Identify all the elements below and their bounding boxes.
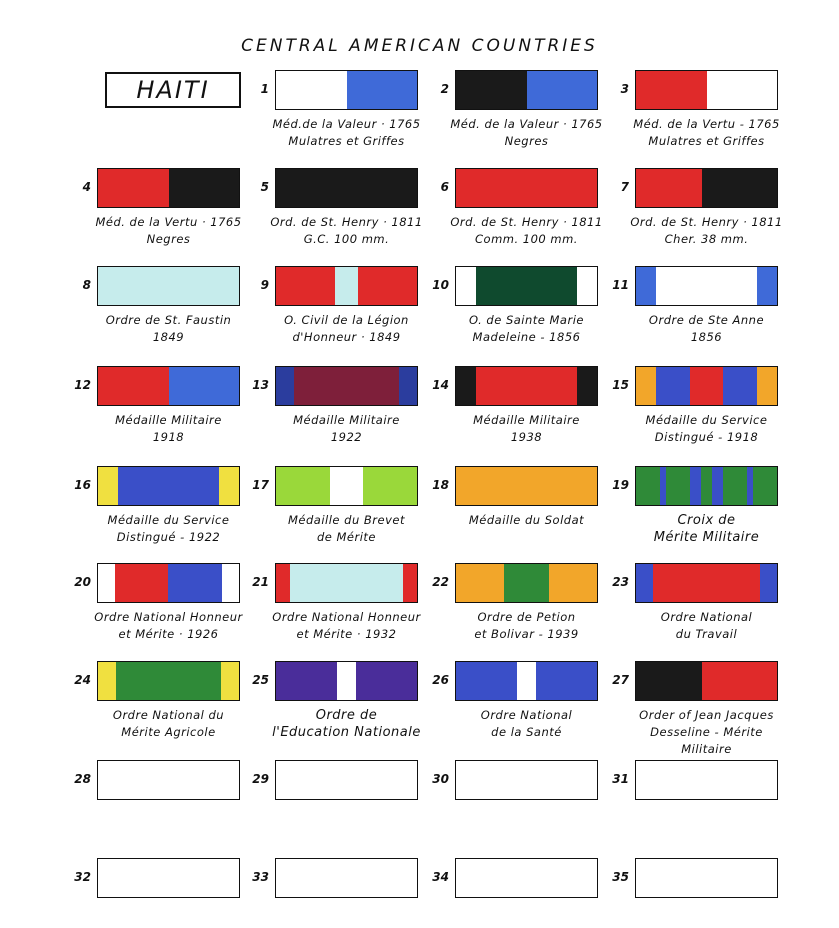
ribbon-swatch-14: [455, 366, 598, 406]
ribbon-swatch-31: [635, 760, 778, 800]
caption-line: Distingué - 1922: [116, 530, 221, 544]
caption-line: O. Civil de la Légion: [284, 313, 409, 327]
ribbon-stripe: [723, 467, 747, 505]
caption-line: Order of Jean Jacques: [639, 708, 774, 722]
caption-line: Distingué - 1918: [654, 430, 759, 444]
ribbon-swatch-11: [635, 266, 778, 306]
ribbon-number: 13: [252, 378, 269, 392]
ribbon-stripe: [636, 367, 656, 405]
ribbon-swatch-10: [455, 266, 598, 306]
ribbon-caption: [437, 214, 617, 248]
ribbon-caption: [617, 707, 797, 758]
caption-line: O. de Sainte Marie: [469, 313, 584, 327]
ribbon-caption: [437, 707, 617, 741]
ribbon-stripe: [358, 267, 417, 305]
ribbon-stripe: [337, 662, 357, 700]
ribbon-swatch-34: [455, 858, 598, 898]
ribbon-swatch-25: [275, 661, 418, 701]
ribbon-number: 34: [432, 870, 449, 884]
ribbon-stripe: [712, 467, 723, 505]
ribbon-stripe: [753, 467, 777, 505]
ribbon-stripe: [656, 367, 690, 405]
caption-line: Ord. de St. Henry · 1811: [270, 215, 423, 229]
ribbon-swatch-15: [635, 366, 778, 406]
ribbon-number: 33: [252, 870, 269, 884]
caption-line: Desseline - Mérite: [650, 725, 763, 739]
ribbon-caption: [257, 609, 437, 643]
ribbon-caption: [79, 312, 259, 346]
caption-line: Ordre de Ste Anne: [648, 313, 765, 327]
ribbon-stripe: [294, 367, 398, 405]
ribbon-stripe: [276, 367, 294, 405]
caption-line: 1918: [152, 430, 185, 444]
caption-line: de Mérite: [316, 530, 377, 544]
caption-line: Médaille du Brevet: [288, 513, 405, 527]
ribbon-stripe: [690, 467, 701, 505]
ribbon-stripe: [653, 564, 760, 602]
ribbon-swatch-33: [275, 858, 418, 898]
ribbon-stripe: [456, 564, 504, 602]
ribbon-caption: [257, 312, 437, 346]
ribbon-stripe: [760, 564, 777, 602]
ribbon-stripe: [276, 267, 335, 305]
ribbon-stripe: [276, 169, 417, 207]
caption-line: du Travail: [675, 627, 738, 641]
ribbon-caption: [617, 412, 797, 446]
ribbon-stripe: [656, 267, 758, 305]
ribbon-stripe: [98, 564, 115, 602]
ribbon-stripe: [347, 71, 418, 109]
ribbon-stripe: [636, 467, 660, 505]
caption-line: Mérite Agricole: [121, 725, 216, 739]
ribbon-caption: [437, 609, 617, 643]
caption-line: Ordre National: [480, 708, 573, 722]
ribbon-stripe: [290, 564, 403, 602]
ribbon-stripe: [702, 662, 777, 700]
ribbon-stripe: [363, 467, 417, 505]
ribbon-stripe: [98, 169, 169, 207]
caption-line: Médaille Militaire: [293, 413, 400, 427]
ribbon-stripe: [666, 467, 690, 505]
caption-line: Croix de: [677, 513, 736, 528]
ribbon-stripe: [456, 169, 597, 207]
ribbon-swatch-32: [97, 858, 240, 898]
caption-line: Ordre National Honneur: [94, 610, 243, 624]
caption-line: Ord. de St. Henry · 1811: [630, 215, 783, 229]
ribbon-stripe: [169, 169, 240, 207]
ribbon-stripe: [577, 367, 597, 405]
ribbon-number: 4: [82, 180, 91, 194]
ribbon-stripe: [723, 367, 757, 405]
ribbon-stripe: [690, 367, 724, 405]
ribbon-stripe: [219, 467, 239, 505]
ribbon-stripe: [702, 169, 777, 207]
ribbon-stripe: [399, 367, 417, 405]
caption-line: Ordre National: [660, 610, 753, 624]
ribbon-number: 23: [612, 575, 629, 589]
ribbon-number: 5: [260, 180, 269, 194]
ribbon-swatch-19: [635, 466, 778, 506]
ribbon-caption: [617, 116, 797, 150]
ribbon-stripe: [276, 71, 347, 109]
ribbon-number: 27: [612, 673, 629, 687]
caption-line: Ordre National Honneur: [272, 610, 421, 624]
ribbon-number: 16: [74, 478, 91, 492]
ribbon-caption: [617, 512, 797, 546]
ribbon-stripe: [707, 71, 778, 109]
caption-line: Médaille Militaire: [115, 413, 222, 427]
ribbon-stripe: [403, 564, 417, 602]
ribbon-swatch-27: [635, 661, 778, 701]
ribbon-stripe: [168, 564, 222, 602]
ribbon-stripe: [757, 267, 777, 305]
caption-line: Madeleine - 1856: [472, 330, 581, 344]
ribbon-swatch-1: [275, 70, 418, 110]
caption-line: Ordre de: [315, 708, 378, 723]
ribbon-swatch-24: [97, 661, 240, 701]
caption-line: Comm. 100 mm.: [475, 232, 578, 246]
ribbon-swatch-12: [97, 366, 240, 406]
ribbon-caption: [617, 214, 797, 248]
ribbon-stripe: [527, 71, 598, 109]
ribbon-stripe: [276, 467, 330, 505]
ribbon-stripe: [98, 662, 116, 700]
caption-line: d'Honneur · 1849: [292, 330, 401, 344]
caption-line: Médaille du Service: [107, 513, 230, 527]
ribbon-caption: [437, 512, 617, 529]
ribbon-stripe: [701, 467, 712, 505]
ribbon-number: 19: [612, 478, 629, 492]
ribbon-stripe: [536, 662, 597, 700]
caption-line: Médaille du Soldat: [468, 513, 585, 527]
caption-line: Méd. de la Vertu - 1765: [633, 117, 780, 131]
ribbon-swatch-18: [455, 466, 598, 506]
caption-line: et Mérite · 1926: [118, 627, 219, 641]
caption-line: Médaille Militaire: [473, 413, 580, 427]
ribbon-stripe: [118, 467, 220, 505]
ribbon-caption: [437, 116, 617, 150]
ribbon-swatch-13: [275, 366, 418, 406]
ribbon-number: 17: [252, 478, 269, 492]
ribbon-number: 9: [260, 278, 269, 292]
ribbon-caption: [257, 214, 437, 248]
caption-line: et Mérite · 1932: [296, 627, 397, 641]
caption-line: Ordre National du: [112, 708, 225, 722]
ribbon-caption: [79, 512, 259, 546]
ribbon-stripe: [636, 564, 653, 602]
ribbon-number: 7: [620, 180, 629, 194]
caption-line: Cher. 38 mm.: [664, 232, 749, 246]
ribbon-swatch-21: [275, 563, 418, 603]
ribbon-swatch-26: [455, 661, 598, 701]
ribbon-number: 24: [74, 673, 91, 687]
page-title: CENTRAL AMERICAN COUNTRIES: [241, 36, 598, 56]
ribbon-stripe: [356, 662, 417, 700]
ribbon-caption: [79, 214, 259, 248]
ribbon-stripe: [456, 467, 597, 505]
ribbon-stripe: [116, 662, 220, 700]
ribbon-stripe: [636, 169, 702, 207]
ribbon-number: 15: [612, 378, 629, 392]
ribbon-caption: [257, 412, 437, 446]
caption-line: et Bolivar - 1939: [474, 627, 579, 641]
caption-line: G.C. 100 mm.: [303, 232, 390, 246]
ribbon-swatch-35: [635, 858, 778, 898]
ribbon-stripe: [517, 662, 537, 700]
ribbon-caption: [617, 609, 797, 643]
ribbon-swatch-3: [635, 70, 778, 110]
ribbon-number: 20: [74, 575, 91, 589]
ribbon-swatch-30: [455, 760, 598, 800]
caption-line: l'Education Nationale: [272, 725, 421, 740]
ribbon-stripe: [636, 71, 707, 109]
ribbon-caption: [617, 312, 797, 346]
ribbon-stripe: [98, 367, 169, 405]
ribbon-stripe: [636, 267, 656, 305]
ribbon-number: 32: [74, 870, 91, 884]
ribbon-stripe: [115, 564, 169, 602]
caption-line: Ordre de St. Faustin: [105, 313, 232, 327]
caption-line: Ord. de St. Henry · 1811: [450, 215, 603, 229]
ribbon-number: 35: [612, 870, 629, 884]
caption-line: Mulatres et Griffes: [648, 134, 765, 148]
ribbon-swatch-5: [275, 168, 418, 208]
caption-line: 1938: [510, 430, 543, 444]
ribbon-stripe: [330, 467, 364, 505]
caption-line: 1856: [690, 330, 723, 344]
caption-line: 1849: [152, 330, 185, 344]
ribbon-stripe: [276, 564, 290, 602]
caption-line: Mulatres et Griffes: [288, 134, 405, 148]
ribbon-stripe: [222, 564, 239, 602]
ribbon-number: 8: [82, 278, 91, 292]
ribbon-caption: [437, 412, 617, 446]
ribbon-swatch-23: [635, 563, 778, 603]
country-label-box: [105, 72, 241, 108]
ribbon-caption: [257, 512, 437, 546]
ribbon-number: 29: [252, 772, 269, 786]
ribbon-stripe: [169, 367, 240, 405]
caption-line: 1922: [330, 430, 363, 444]
ribbon-caption: [79, 412, 259, 446]
ribbon-caption: [79, 707, 259, 741]
ribbon-number: 6: [440, 180, 449, 194]
ribbon-swatch-7: [635, 168, 778, 208]
ribbon-number: 28: [74, 772, 91, 786]
caption-line: Méd. de la Valeur · 1765: [450, 117, 603, 131]
caption-line: Negres: [504, 134, 549, 148]
ribbon-number: 11: [612, 278, 629, 292]
ribbon-swatch-4: [97, 168, 240, 208]
ribbon-number: 1: [260, 82, 269, 96]
ribbon-stripe: [456, 662, 517, 700]
caption-line: Méd. de la Vertu · 1765: [95, 215, 242, 229]
ribbon-swatch-8: [97, 266, 240, 306]
ribbon-number: 31: [612, 772, 629, 786]
ribbon-number: 22: [432, 575, 449, 589]
ribbon-caption: [257, 707, 437, 741]
ribbon-stripe: [456, 71, 527, 109]
ribbon-stripe: [335, 267, 358, 305]
ribbon-stripe: [456, 267, 476, 305]
caption-line: Negres: [146, 232, 191, 246]
caption-line: Mérite Militaire: [653, 530, 760, 545]
ribbon-swatch-9: [275, 266, 418, 306]
ribbon-swatch-6: [455, 168, 598, 208]
caption-line: Méd.de la Valeur · 1765: [272, 117, 421, 131]
ribbon-stripe: [577, 267, 597, 305]
ribbon-number: 26: [432, 673, 449, 687]
ribbon-caption: [79, 609, 259, 643]
ribbon-stripe: [636, 662, 702, 700]
ribbon-stripe: [221, 662, 239, 700]
ribbon-swatch-22: [455, 563, 598, 603]
ribbon-number: 21: [252, 575, 269, 589]
ribbon-number: 3: [620, 82, 629, 96]
ribbon-swatch-29: [275, 760, 418, 800]
ribbon-number: 2: [440, 82, 449, 96]
ribbon-swatch-17: [275, 466, 418, 506]
ribbon-stripe: [98, 267, 239, 305]
ribbon-swatch-2: [455, 70, 598, 110]
ribbon-stripe: [757, 367, 777, 405]
ribbon-number: 14: [432, 378, 449, 392]
caption-line: Militaire: [681, 742, 732, 756]
ribbon-swatch-28: [97, 760, 240, 800]
ribbon-swatch-20: [97, 563, 240, 603]
ribbon-stripe: [276, 662, 337, 700]
ribbon-stripe: [504, 564, 549, 602]
ribbon-stripe: [476, 367, 578, 405]
ribbon-stripe: [476, 267, 578, 305]
caption-line: Médaille du Service: [645, 413, 768, 427]
caption-line: Ordre de Petion: [477, 610, 576, 624]
ribbon-number: 18: [432, 478, 449, 492]
ribbon-stripe: [456, 367, 476, 405]
ribbon-number: 30: [432, 772, 449, 786]
ribbon-number: 25: [252, 673, 269, 687]
ribbon-stripe: [98, 467, 118, 505]
ribbon-swatch-16: [97, 466, 240, 506]
ribbon-caption: [257, 116, 437, 150]
ribbon-caption: [437, 312, 617, 346]
country-name: HAITI: [136, 76, 210, 104]
ribbon-stripe: [549, 564, 597, 602]
caption-line: de la Santé: [491, 725, 562, 739]
ribbon-number: 12: [74, 378, 91, 392]
ribbon-number: 10: [432, 278, 449, 292]
